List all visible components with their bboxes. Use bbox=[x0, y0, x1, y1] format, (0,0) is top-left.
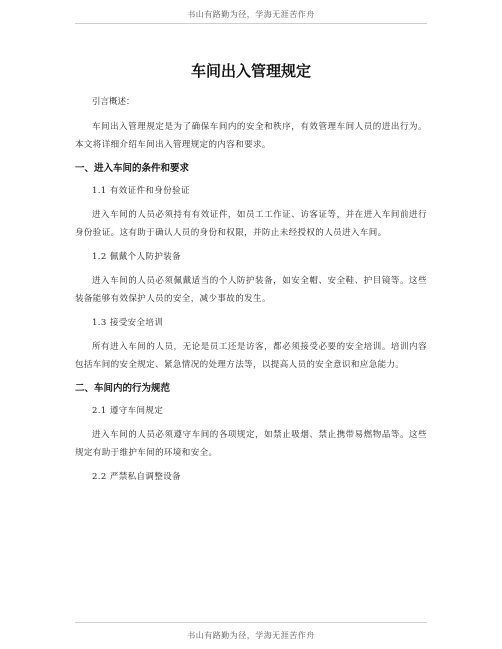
page-footer: 书山有路勤为径，学海无涯苦作舟 bbox=[187, 631, 315, 640]
paragraph-1-3: 所有进入车间的人员，无论是员工还是访客，都必须接受必要的安全培训。培训内容包括车间的安全规定、紧急情况的处理方法等，以提高人员的安全意识和应急能力。 bbox=[75, 342, 427, 370]
subheading-2-1: 2.1 遵守车间规定 bbox=[92, 406, 164, 416]
paragraph-1-1: 进入车间的人员必须持有有效证件，如员工工作证、访客证等，并在进入车间前进行身份验证。这有助于确认人员的身份和权限，并防止未经授权的人员进入车间。 bbox=[75, 210, 427, 238]
document-body bbox=[75, 96, 427, 492]
section-heading-2: 二、车间内的行为规范 bbox=[75, 383, 171, 394]
intro-paragraph: 车间出入管理规定是为了确保车间内的安全和秩序，有效管理车间人员的进出行为。本文将详细介绍车间出入管理规定的内容和要求。 bbox=[75, 122, 427, 150]
paragraph-2-1: 进入车间的人员必须遵守车间的各项规定，如禁止吸烟、禁止携带易燃物品等。这些规定有助于维护车间的环境和安全。 bbox=[75, 430, 427, 458]
subheading-2-2: 2.2 严禁私自调整设备 bbox=[92, 472, 182, 482]
page-header: 书山有路勤为径，学海无涯苦作舟 bbox=[187, 10, 315, 19]
document-title: 车间出入管理规定 bbox=[190, 62, 311, 80]
footer-divider bbox=[75, 622, 427, 623]
subheading-1-3: 1.3 接受安全培训 bbox=[92, 318, 164, 328]
paragraph-1-2: 进入车间的人员必须佩戴适当的个人防护装备，如安全帽、安全鞋、护目镜等。这些装备能够有效保护人员的安全，减少事故的发生。 bbox=[75, 276, 427, 304]
intro-label: 引言概述： bbox=[92, 97, 135, 107]
subheading-1-2: 1.2 佩戴个人防护装备 bbox=[92, 252, 182, 262]
subheading-1-1: 1.1 有效证件和身份验证 bbox=[92, 186, 190, 196]
section-heading-1: 一、进入车间的条件和要求 bbox=[75, 163, 190, 174]
header-divider bbox=[75, 23, 427, 24]
